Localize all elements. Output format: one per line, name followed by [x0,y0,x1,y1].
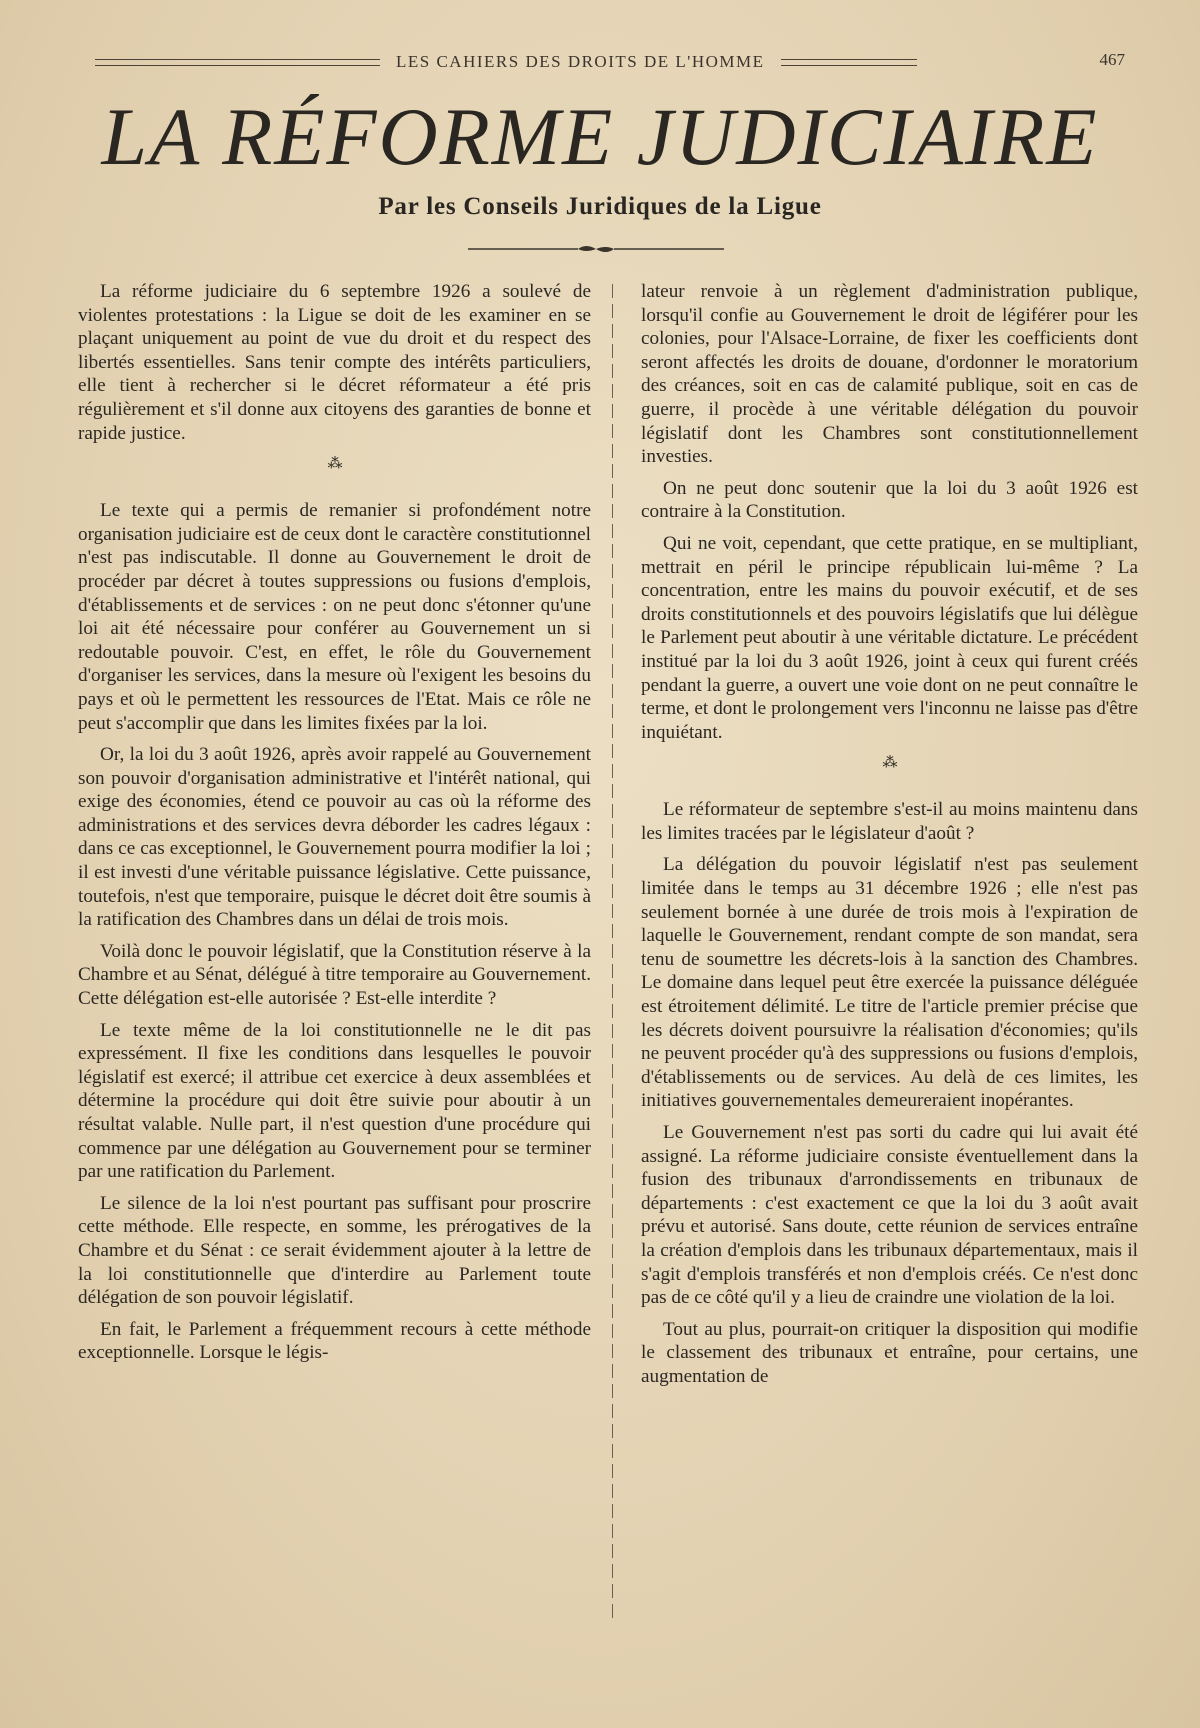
article-subtitle: Par les Conseils Juridiques de la Ligue [378,193,822,220]
right-column [641,280,1138,1397]
paragraph: La délégation du pouvoir législatif n'est pas seulement limitée dans le temps au 31 décembre 1926 ; elle n'est pas seulement bornée à une durée de trois mois à l'expiration de laquelle le Gouvernement, rendant compte de son mandat, sera tenu de soumettre les décrets-lois à la sanction des Chambres. Le domaine dans lequel peut être exercée la puissance déléguée est étroitement délimité. Le titre de l'article premier précise que les décrets doivent poursuivre la réalisation d'économies; qu'ils ne peuvent procéder qu'à des suppressions ou fusions d'emplois, d'établissements ou de services. Au delà de ces limites, les initiatives gouvernementales demeureraient inopérantes. [641,854,1138,1112]
intro-paragraph: La réforme judiciaire du 6 septembre 1926 a soulevé de violentes protestations : la Ligue se doit de les examiner en se plaçant uniquement au point de vue du droit et du respect des libertés essentielles. Sans tenir compte des intérêts particuliers, elle tient à rechercher si le décret réformateur a été pris régulièrement et s'il donne aux citoyens des garanties de bonne et rapide justice. [78,281,591,444]
header-rule-left [95,59,380,66]
title-ornament [466,243,726,255]
page-number: 467 [1099,50,1125,69]
paragraph: Le Gouvernement n'est pas sorti du cadre qui lui avait été assigné. La réforme judiciaire consiste éventuellement dans la fusion des tribunaux d'arrondissements en tribunaux de départements : c'est exactement ce que la loi du 3 août avait prévu et autorisé. Sans doute, cette réunion de services entraîne la création d'emplois dans les tribunaux départementaux, mais il s'agit d'emplois transférés et non d'emplois créés. Ce n'est donc pas de ce côté qu'il y a lieu de craindre une violation de la loi. [641,1122,1138,1309]
left-column [78,280,591,1373]
paragraph: On ne peut donc soutenir que la loi du 3 août 1926 est contraire à la Constitution. [641,477,1138,523]
article-title: LA RÉFORME JUDICIAIRE [101,91,1099,182]
paragraph: Voilà donc le pouvoir législatif, que la Constitution réserve à la Chambre et au Sénat, délégué à titre temporaire au Gouvernement. Cette délégation est-elle autorisée ? Est-elle interdite ? [78,940,591,1010]
paragraph: Le texte même de la loi constitutionnelle ne le dit pas expressément. Il fixe les conditions dans lesquelles le pouvoir législatif est exercé; il attribue cet exercice à deux assemblées et détermine la procédure qui doit être suivie pour aboutir à un résultat valable. Nulle part, il n'est question d'une procédure qui commence par une délégation au Gouvernement pour se terminer par une ratification du Parlement. [78,1019,591,1183]
paragraph: Tout au plus, pourrait-on critiquer la disposition qui modifie le classement des tribunaux et entraîne, pour certains, une augmentation de [641,1318,1138,1387]
paragraph: lateur renvoie à un règlement d'administration publique, lorsqu'il confie au Gouvernement le droit de légiférer pour les colonies, pour l'Alsace-Lorraine, de fixer les coefficients dont seront affectés les droits de douane, d'ordonner le moratorium des créances, soit en cas de calamité publique, soit en cas de guerre, il procède à une véritable délégation du pouvoir législatif dont les Chambres sont constitutionnellement investies. [641,281,1138,468]
paragraph: Le silence de la loi n'est pourtant pas suffisant pour proscrire cette méthode. Elle respecte, en somme, les prérogatives de la Chambre et du Sénat : ce serait évidemment ajouter à la lettre de la loi constitutionnelle que d'interdire au Parlement toute délégation de son pouvoir législatif. [78,1192,591,1309]
running-header [95,50,1125,74]
asterism-ornament: ⁂ [882,755,897,772]
paragraph: Le texte qui a permis de remanier si profondément notre organisation judiciaire est de ceux dont le caractère constitutionnel n'est pas indiscutable. Il donne au Gouvernement le droit de procéder par décret à toutes suppressions ou fusions d'emplois, d'établissements et de services : on ne peut donc s'étonner qu'une loi ait été nécessaire pour conférer au Gouvernement un si redoutable pouvoir. C'est, en effet, le rôle du Gouvernement d'organiser les services, dans la mesure où l'exigent les besoins du pays et où le permettent les ressources de l'Etat. Mais ce rôle ne peut s'accomplir que dans les limites fixées par la loi. [78,500,591,734]
paragraph: En fait, le Parlement a fréquemment recours à cette méthode exceptionnelle. Lorsque le légis- [78,1318,591,1364]
paragraph: Or, la loi du 3 août 1926, après avoir rappelé au Gouvernement son pouvoir d'organisation administrative et l'intérêt national, qui exige des économies, étend ce pouvoir au cas où la réforme des administrations et des services devra déborder les cadres légaux : dans ce cas exceptionnel, le Gouvernement pourra modifier la loi ; il est investi d'une véritable puissance législative. Cette puissance, toutefois, n'est que temporaire, puisque le décret doit être soumis à la ratification des Chambres dans un délai de trois mois. [78,744,591,931]
asterism-ornament: ⁂ [327,456,342,473]
header-rule-right [781,59,917,66]
paragraph: Le réformateur de septembre s'est-il au moins maintenu dans les limites tracées par le législateur d'août ? [641,799,1138,844]
paragraph: Qui ne voit, cependant, que cette pratique, en se multipliant, mettrait en péril le principe républicain lui-même ? La concentration, entre les mains du pouvoir exécutif, et de ses droits constitutionnels et des pouvoirs législatifs que lui délègue le Parlement peut aboutir à une véritable dictature. Le précédent institué par la loi du 3 août 1926, joint à ceux qui furent créés pendant la guerre, a ouvert une voie dont on ne peut connaître le terme, et dont le prolongement vers l'inconnu ne laisse pas d'être inquiétant. [641,532,1138,743]
column-divider [612,284,613,1624]
journal-name: LES CAHIERS DES DROITS DE L'HOMME [396,52,765,71]
